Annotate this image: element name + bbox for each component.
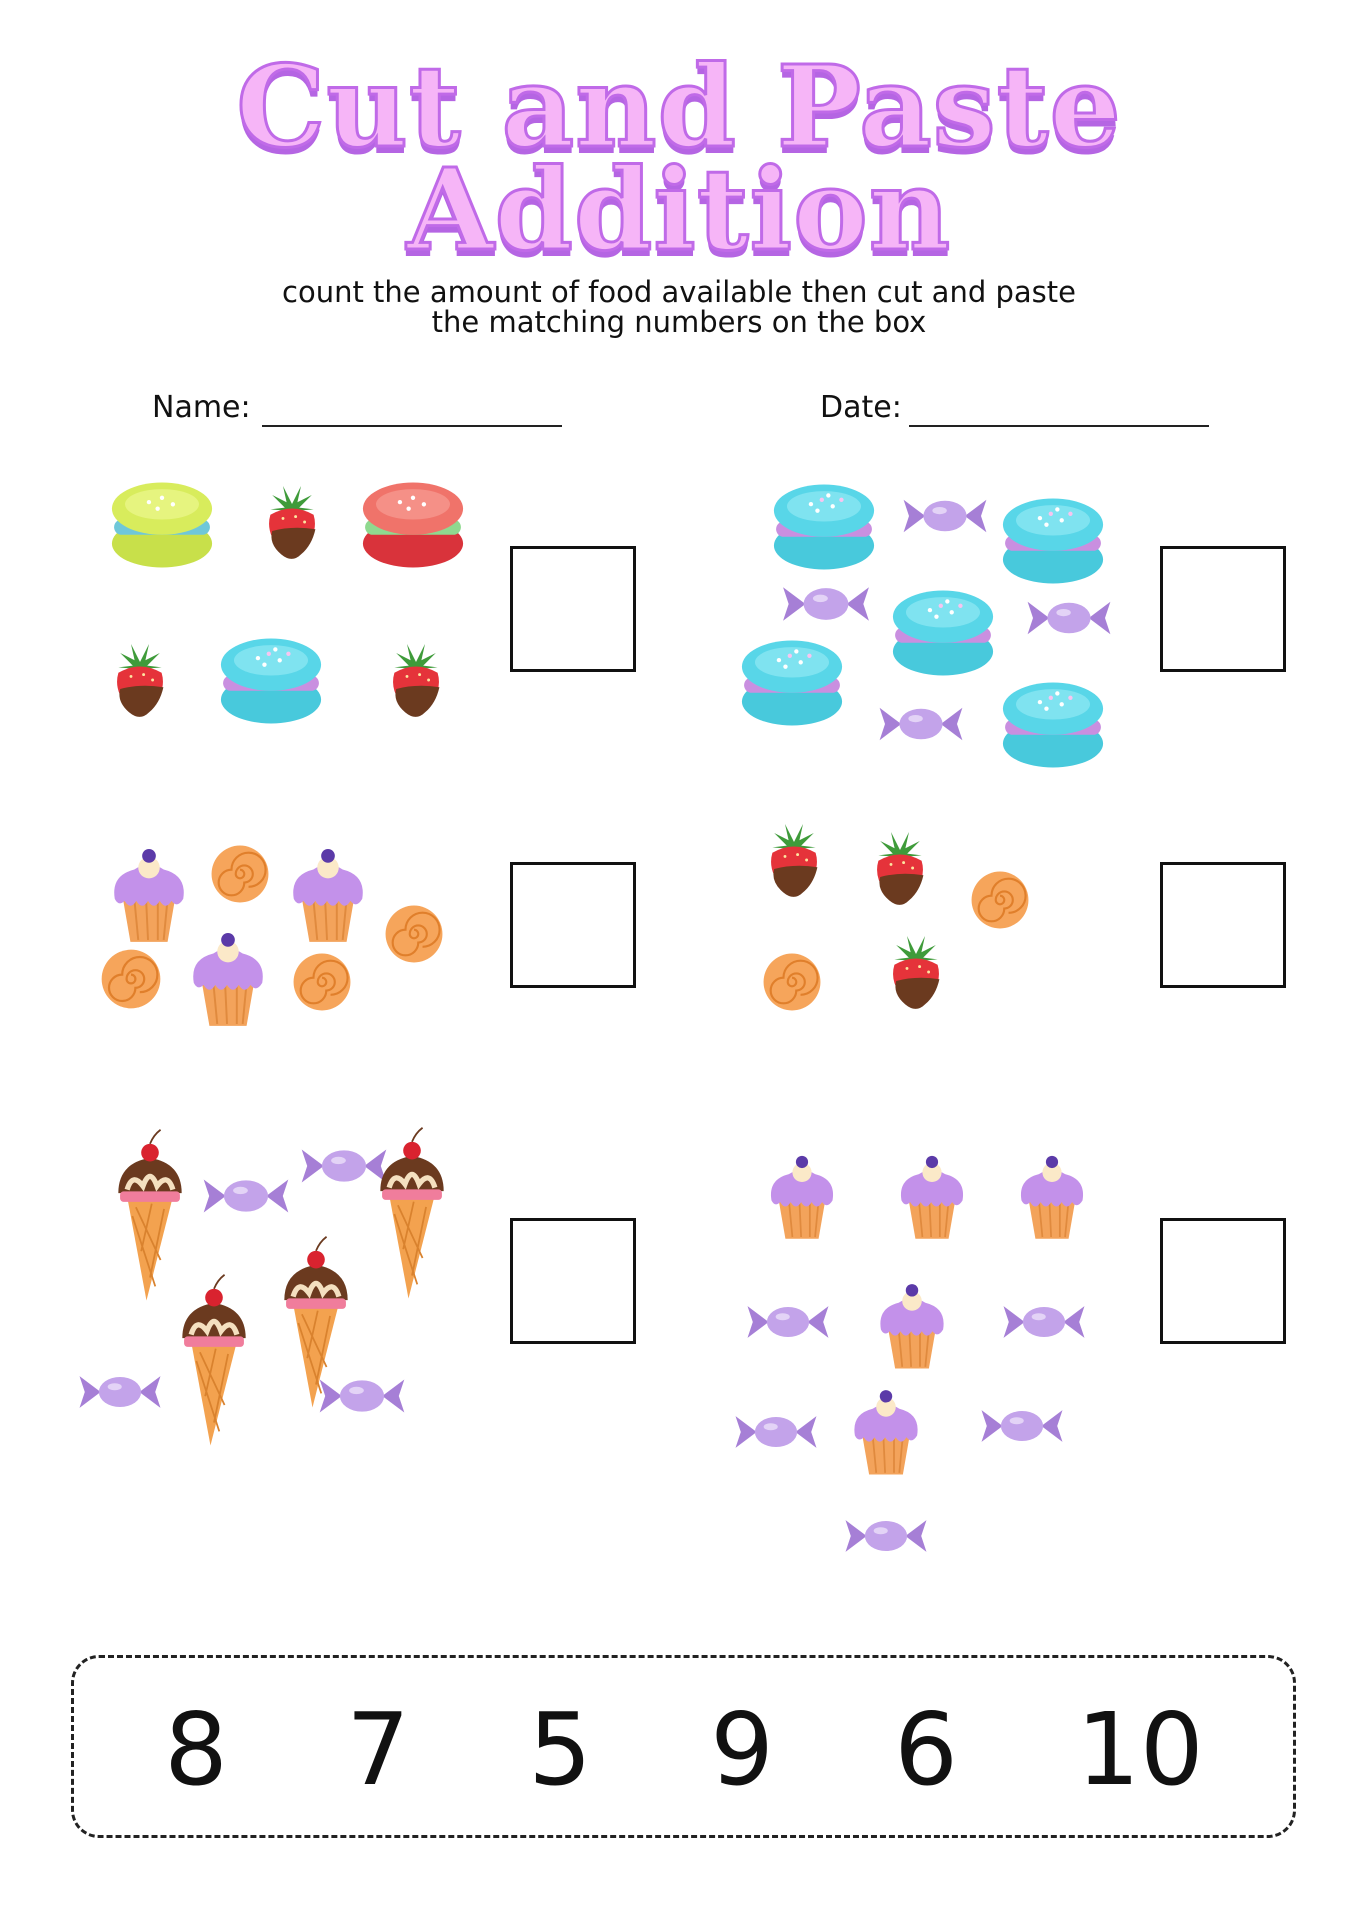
candy-icon bbox=[732, 1404, 820, 1460]
blue-macaron-icon bbox=[998, 492, 1108, 590]
blue-macaron-icon bbox=[888, 584, 998, 682]
cutout-number[interactable]: 5 bbox=[528, 1691, 592, 1808]
instructions-line-1: count the amount of food available then cut and paste bbox=[282, 275, 1076, 309]
cinnamon-roll-icon bbox=[208, 842, 272, 906]
name-field-line[interactable] bbox=[262, 425, 562, 427]
candy-icon bbox=[876, 696, 966, 752]
name-label: Name: bbox=[152, 390, 251, 425]
answer-box-4[interactable] bbox=[1160, 862, 1286, 988]
cupcake-icon bbox=[105, 840, 193, 948]
cutout-number[interactable]: 9 bbox=[710, 1691, 774, 1808]
date-field-line[interactable] bbox=[909, 425, 1209, 427]
blue-macaron-icon bbox=[737, 634, 847, 732]
candy-icon bbox=[1024, 590, 1114, 646]
instructions-line-2: the matching numbers on the box bbox=[431, 305, 927, 339]
red-macaron-icon bbox=[358, 476, 468, 574]
strawberry-icon bbox=[758, 812, 830, 908]
answer-box-2[interactable] bbox=[1160, 546, 1286, 672]
candy-icon bbox=[76, 1364, 164, 1420]
cinnamon-roll-icon bbox=[382, 902, 446, 966]
cupcake-icon bbox=[184, 924, 272, 1032]
cutout-number[interactable]: 10 bbox=[1076, 1691, 1204, 1808]
green-macaron-icon bbox=[107, 476, 217, 574]
strawberry-icon bbox=[880, 924, 952, 1020]
candy-icon bbox=[842, 1508, 930, 1564]
cutout-number[interactable]: 8 bbox=[164, 1691, 228, 1808]
cinnamon-roll-icon bbox=[760, 950, 824, 1014]
title-line-1: Cut and Paste bbox=[236, 42, 1122, 173]
cupcake-icon bbox=[762, 1148, 842, 1244]
strawberry-icon bbox=[864, 820, 936, 916]
blue-macaron-icon bbox=[769, 478, 879, 576]
cupcake-icon bbox=[846, 1382, 926, 1480]
answer-box-1[interactable] bbox=[510, 546, 636, 672]
ice-cream-cone-icon bbox=[170, 1258, 258, 1464]
blue-macaron-icon bbox=[216, 632, 326, 730]
strawberry-icon bbox=[380, 632, 452, 728]
cutout-number[interactable]: 7 bbox=[346, 1691, 410, 1808]
blue-macaron-icon bbox=[998, 676, 1108, 774]
cupcake-icon bbox=[872, 1276, 952, 1374]
cupcake-icon bbox=[1012, 1148, 1092, 1244]
candy-icon bbox=[1000, 1294, 1088, 1350]
candy-icon bbox=[744, 1294, 832, 1350]
title-line-2: Addition bbox=[406, 145, 952, 276]
cinnamon-roll-icon bbox=[98, 946, 164, 1012]
candy-icon bbox=[316, 1368, 408, 1424]
strawberry-icon bbox=[104, 632, 176, 728]
candy-icon bbox=[900, 488, 990, 544]
answer-box-5[interactable] bbox=[510, 1218, 636, 1344]
strawberry-icon bbox=[256, 474, 328, 570]
candy-icon bbox=[200, 1168, 292, 1224]
ice-cream-cone-icon bbox=[368, 1126, 456, 1302]
answer-box-3[interactable] bbox=[510, 862, 636, 988]
date-label: Date: bbox=[820, 390, 902, 425]
cupcake-icon bbox=[892, 1148, 972, 1244]
cupcake-icon bbox=[284, 840, 372, 948]
candy-icon bbox=[978, 1398, 1066, 1454]
cinnamon-roll-icon bbox=[290, 950, 354, 1014]
candy-icon bbox=[776, 576, 876, 632]
cinnamon-roll-icon bbox=[968, 868, 1032, 932]
answer-box-6[interactable] bbox=[1160, 1218, 1286, 1344]
cutout-number[interactable]: 6 bbox=[894, 1691, 958, 1808]
